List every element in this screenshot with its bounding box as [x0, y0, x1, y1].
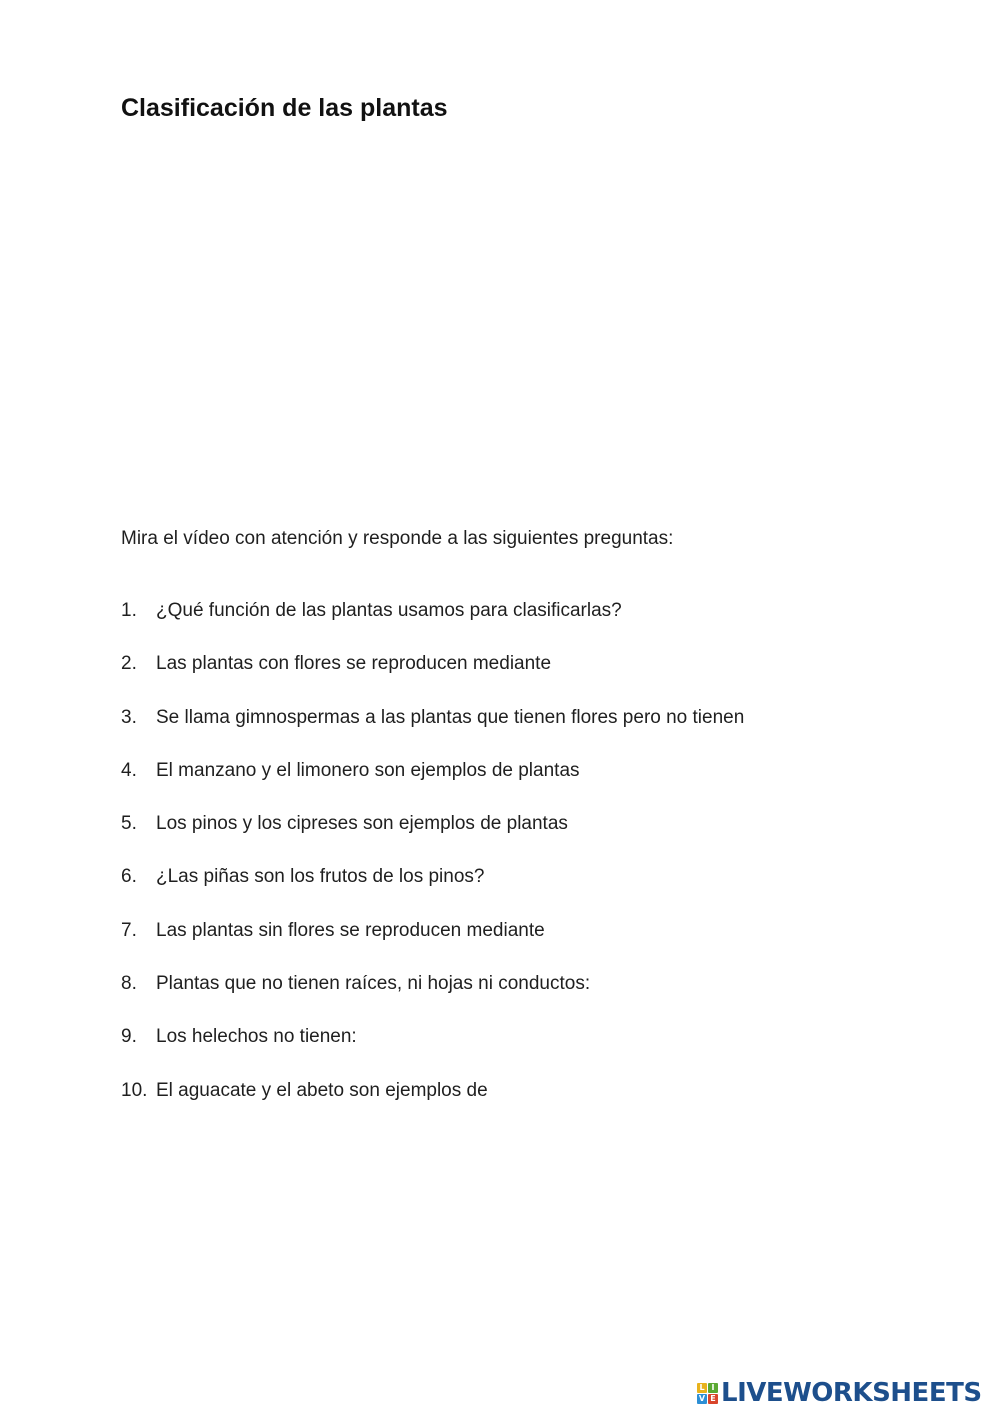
question-number: 1.	[121, 600, 137, 621]
question-text: Los pinos y los cipreses son ejemplos de plantas	[156, 813, 568, 835]
question-number: 6.	[121, 866, 137, 888]
question-text: El manzano y el limonero son ejemplos de plantas	[156, 759, 580, 781]
logo-mark-icon	[697, 1383, 718, 1404]
question-number: 2.	[121, 653, 137, 675]
logo-mark-letter: E	[708, 1394, 718, 1404]
logo-text: LIVEWORKSHEETS	[721, 1378, 982, 1408]
question-text: El aguacate y el abeto son ejemplos de	[156, 1079, 488, 1101]
question-item	[121, 1026, 744, 1079]
question-list	[121, 600, 744, 1133]
instructions-text: Mira el vídeo con atención y responde a las siguientes preguntas:	[121, 528, 674, 549]
question-item	[121, 707, 744, 760]
question-number: 9.	[121, 1026, 137, 1048]
question-item	[121, 920, 744, 973]
question-item	[121, 653, 744, 706]
question-item	[121, 760, 744, 813]
question-number: 10.	[121, 1079, 148, 1101]
question-item	[121, 600, 744, 653]
question-number: 4.	[121, 759, 137, 781]
question-number: 5.	[121, 813, 137, 835]
question-text: Las plantas con flores se reproducen mediante	[156, 653, 552, 675]
question-text: Los helechos no tienen:	[156, 1026, 357, 1048]
question-number: 3.	[121, 706, 137, 728]
logo-mark-letter: I	[708, 1383, 718, 1393]
question-item	[121, 973, 744, 1026]
video-placeholder	[121, 150, 881, 500]
logo-mark-letter: L	[697, 1383, 707, 1393]
page-title: Clasificación de las plantas	[121, 94, 448, 122]
logo-mark-letter: V	[698, 1393, 706, 1403]
liveworksheets-logo	[697, 1378, 982, 1408]
question-text: Plantas que no tienen raíces, ni hojas ni conductos:	[156, 973, 591, 995]
question-item	[121, 1080, 744, 1133]
question-text: Se llama gimnospermas a las plantas que tienen flores pero no tienen	[156, 706, 745, 728]
question-text: ¿Qué función de las plantas usamos para clasificarlas?	[156, 600, 622, 621]
question-text: Las plantas sin flores se reproducen mediante	[156, 919, 545, 941]
question-item	[121, 866, 744, 919]
question-item	[121, 813, 744, 866]
question-number: 7.	[121, 919, 137, 941]
question-text: ¿Las piñas son los frutos de los pinos?	[156, 866, 485, 888]
question-number: 8.	[121, 973, 137, 995]
